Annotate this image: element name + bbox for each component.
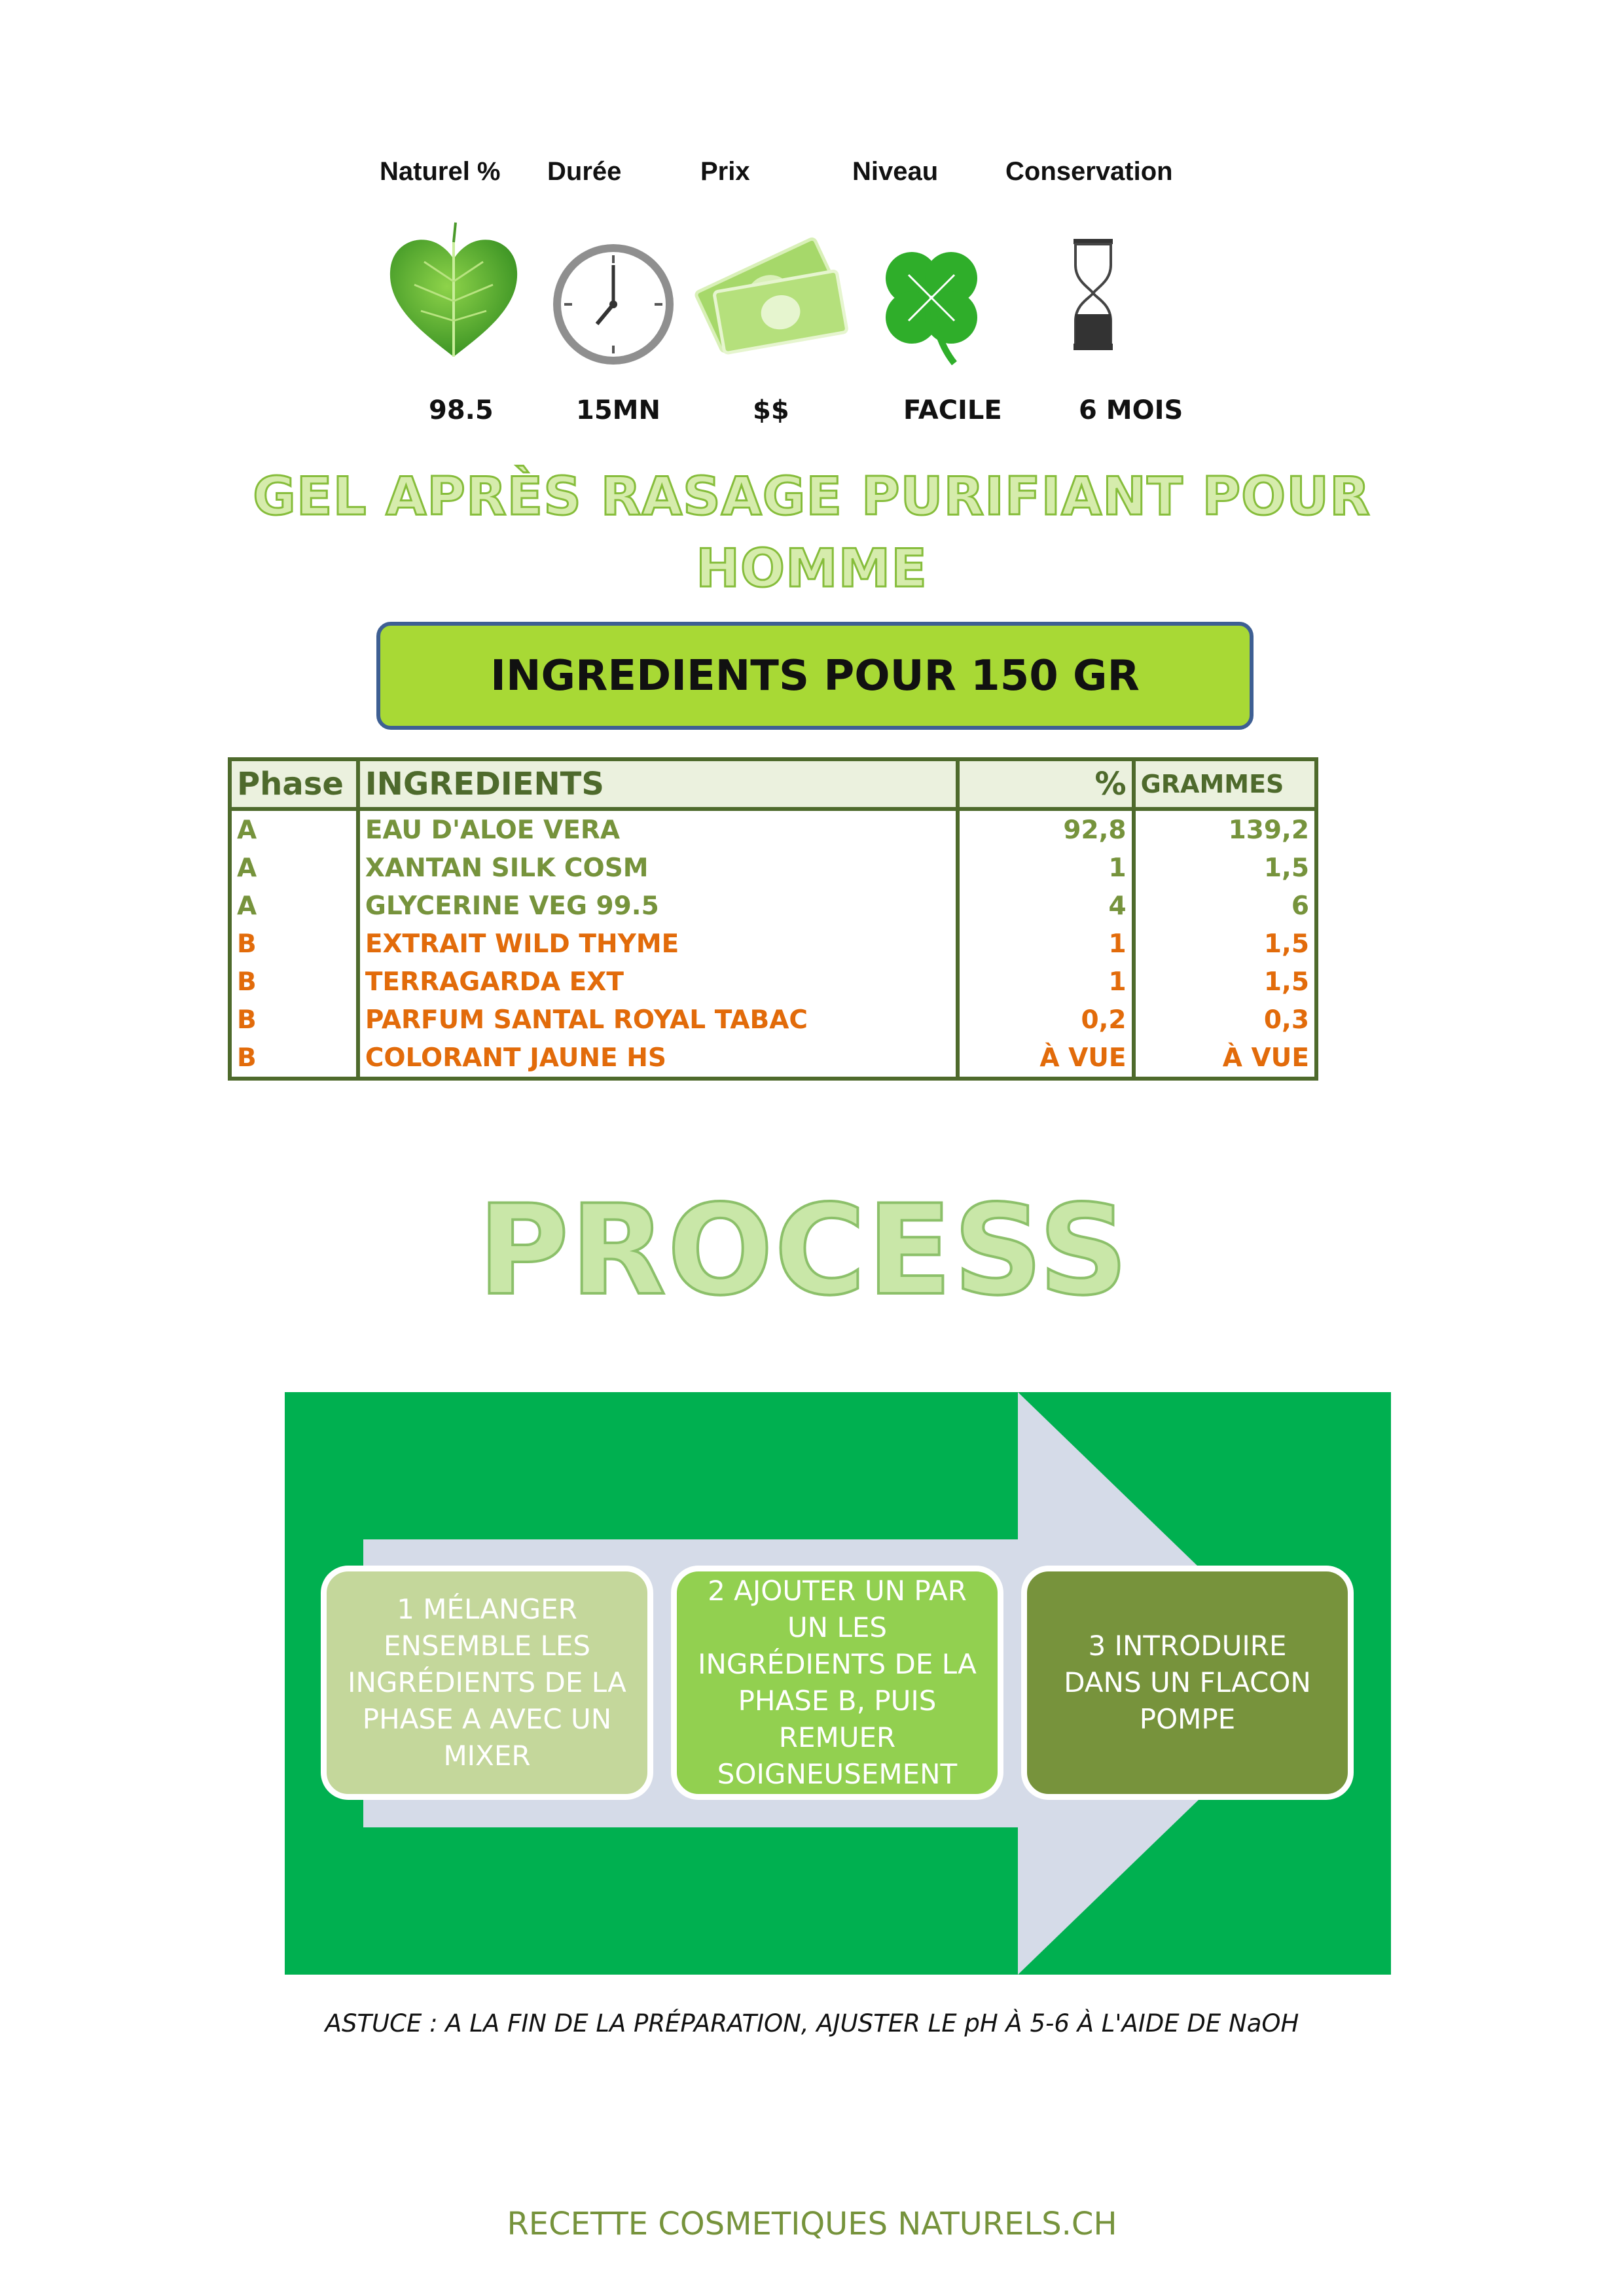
process-step-2 [671,1566,1003,1800]
cell-phase: B [230,1001,358,1039]
hourglass-icon [1038,216,1149,373]
table-row [230,963,1316,1001]
cell-ingredient: COLORANT JAUNE HS [358,1039,958,1079]
value-prix: $$ [753,395,789,425]
cell-percent: 92,8 [958,809,1133,849]
cell-grams: 0,3 [1134,1001,1316,1039]
cell-phase: A [230,809,358,849]
cell-ingredient: EXTRAIT WILD THYME [358,925,958,963]
process-step-3 [1021,1566,1354,1800]
value-niveau: FACILE [903,395,1002,425]
cell-phase: A [230,887,358,925]
value-duree: 15MN [576,395,660,425]
process-step-1 [321,1566,653,1800]
cell-percent: 0,2 [958,1001,1133,1039]
value-conservation: 6 MOIS [1079,395,1183,425]
cell-phase: B [230,963,358,1001]
header-ingredients: INGREDIENTS [358,759,958,809]
clock-icon [545,216,682,373]
cell-ingredient: TERRAGARDA EXT [358,963,958,1001]
label-conservation: Conservation [1005,157,1173,186]
footer-site: RECETTE COSMETIQUES NATURELS.CH [507,2206,1117,2242]
cell-percent: 4 [958,887,1133,925]
cell-percent: À VUE [958,1039,1133,1079]
cell-percent: 1 [958,925,1133,963]
banknotes-icon [693,216,850,373]
label-prix: Prix [700,157,750,186]
process-heading: PROCESS [478,1178,1130,1323]
header-grammes: GRAMMES [1134,759,1316,809]
leaf-icon [385,216,522,373]
ingredients-banner [376,622,1254,730]
header-percent: % [958,759,1133,809]
cell-ingredient: EAU D'ALOE VERA [358,809,958,849]
cell-phase: B [230,1039,358,1079]
table-row [230,849,1316,887]
clover-icon [863,216,1000,373]
table-row [230,1001,1316,1039]
cell-grams: 1,5 [1134,963,1316,1001]
cell-ingredient: PARFUM SANTAL ROYAL TABAC [358,1001,958,1039]
label-niveau: Niveau [852,157,939,186]
table-row [230,1039,1316,1079]
label-duree: Durée [547,157,622,186]
cell-grams: 1,5 [1134,849,1316,887]
cell-phase: A [230,849,358,887]
ingredients-banner-text: INGREDIENTS POUR 150 GR [490,651,1140,700]
cell-percent: 1 [958,849,1133,887]
table-row [230,887,1316,925]
cell-grams: 139,2 [1134,809,1316,849]
value-naturel: 98.5 [429,395,494,425]
cell-ingredient: GLYCERINE VEG 99.5 [358,887,958,925]
label-naturel: Naturel % [380,157,501,186]
recipe-title-line1: GEL APRÈS RASAGE PURIFIANT POUR [253,466,1371,527]
recipe-title-line2: HOMME [696,538,928,599]
process-step-3-text: 3 INTRODUIRE DANS UN FLACON POMPE [1064,1630,1311,1735]
process-step-1-text: 1 MÉLANGER ENSEMBLE LES INGRÉDIENTS DE LA PHASE A AVEC UN MIXER [348,1593,626,1772]
cell-ingredient: XANTAN SILK COSM [358,849,958,887]
table-row [230,925,1316,963]
table-row [230,809,1316,849]
cell-phase: B [230,925,358,963]
table-header-row [230,759,1316,809]
ingredients-table [228,757,1318,1081]
cell-grams: À VUE [1134,1039,1316,1079]
cell-grams: 6 [1134,887,1316,925]
header-phase: Phase [230,759,358,809]
cell-percent: 1 [958,963,1133,1001]
process-step-2-text: 2 AJOUTER UN PAR UN LES INGRÉDIENTS DE LA PHASE B, PUIS REMUER SOIGNEUSEMENT [698,1575,977,1790]
cell-grams: 1,5 [1134,925,1316,963]
astuce-note: ASTUCE : A LA FIN DE LA PRÉPARATION, AJUSTER LE pH À 5-6 À L'AIDE DE NaOH [325,2009,1299,2037]
